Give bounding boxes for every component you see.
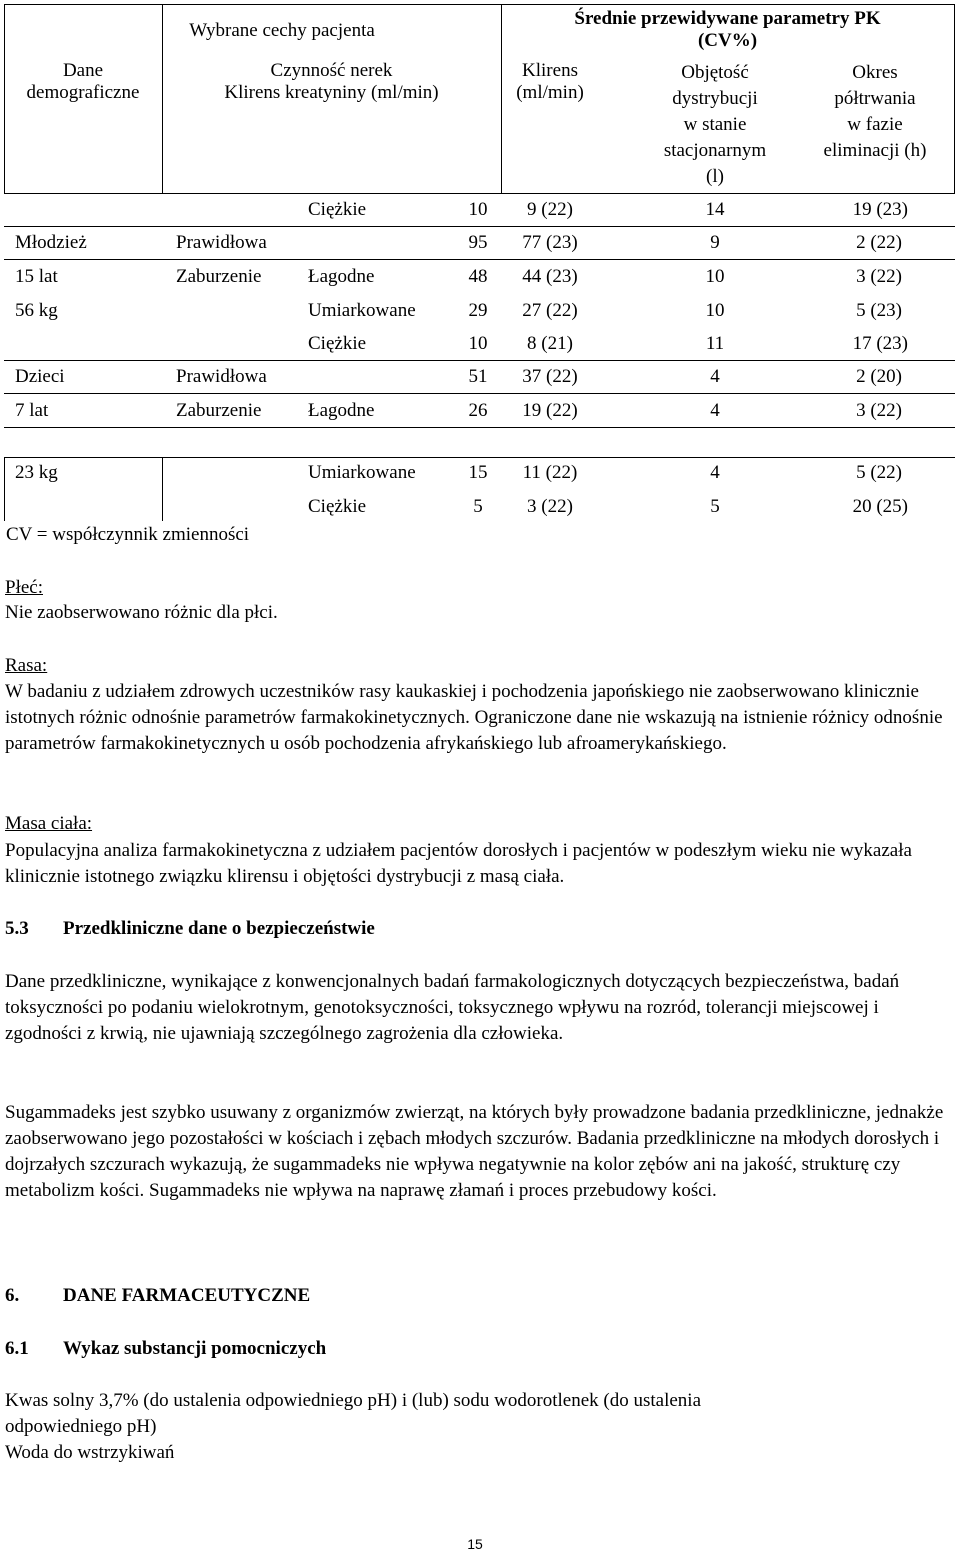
clearance-cell: 19 (22) xyxy=(522,400,578,421)
function-cell: Zaburzenie xyxy=(176,400,262,421)
volume-cell: 14 xyxy=(705,199,725,220)
crcl-cell: 48 xyxy=(468,266,488,287)
clearance-cell: 9 (22) xyxy=(527,199,573,220)
half-life-cell: 5 (22) xyxy=(856,462,902,483)
function-cell: Prawidłowa xyxy=(176,232,267,253)
excipient-line-1: Kwas solny 3,7% (do ustalenia odpowiedniego pH) i (lub) sodu wodorotlenek (do ustalenia xyxy=(5,1390,702,1411)
clearance-cell: 77 (23) xyxy=(522,232,578,253)
half-life-cell: 20 (25) xyxy=(852,496,908,517)
function-cell: Zaburzenie xyxy=(176,266,262,287)
section-5-3-paragraph-1: Dane przedkliniczne, wynikające z konwencjonalnych badań farmakologicznych dotyczących bezpieczeństwa, badań toksyczności po podaniu wielokrotnym, genotoksyczności, toksycznego wpływu na rozród, tolerancji miejscowej i zgodności z krwią, nie ujawniają szczególnego zagrożenia dla człowieka. xyxy=(5,971,900,1044)
section-weight-text: Populacyjna analiza farmakokinetyczna z udziałem pacjentów dorosłych i pacjentów w podeszłym wieku nie wykazała klinicznie istotnego związku klirensu i objętości dystrybucji z masą ciała. xyxy=(5,840,912,887)
half-life-cell: 2 (22) xyxy=(856,232,902,253)
clearance-cell: 3 (22) xyxy=(527,496,573,517)
section-5-3-paragraph-2: Sugammadeks jest szybko usuwany z organizmów zwierząt, na których były prowadzone badania przedkliniczne, jednakże zaobserwowano jego pozostałości w kościach i zębach młodych szczurów. Badania przedkliniczne na młodych dorosłych i dojrzałych szczurach wykazują, że sugammadeks nie wpływa negatywnie na kolor zębów ani na jakość, strukturę czy metabolizm kości. Sugammadeks nie wpływa na naprawę złamań i proces przebudowy kości. xyxy=(5,1102,944,1201)
demographics-cell: 23 kg xyxy=(15,462,58,483)
clearance-cell: 44 (23) xyxy=(522,266,578,287)
header-kidney-function: Czynność nerek Klirens kreatyniny (ml/min) xyxy=(224,60,439,103)
crcl-cell: 10 xyxy=(468,333,488,354)
header-half-life: Okres półtrwania w fazie eliminacji (h) xyxy=(823,62,927,161)
severity-cell: Ciężkie xyxy=(308,333,367,354)
volume-cell: 10 xyxy=(705,266,725,287)
section-sex-text: Nie zaobserwowano różnic dla płci. xyxy=(5,602,278,623)
volume-cell: 5 xyxy=(710,496,720,517)
clearance-cell: 37 (22) xyxy=(522,366,578,387)
header-clearance: Klirens (ml/min) xyxy=(516,60,584,103)
volume-cell: 9 xyxy=(710,232,720,253)
volume-cell: 11 xyxy=(705,333,725,354)
clearance-cell: 8 (21) xyxy=(527,333,573,354)
demographics-cell: 56 kg xyxy=(15,300,58,321)
excipient-line-3: Woda do wstrzykiwań xyxy=(5,1442,175,1463)
clearance-cell: 11 (22) xyxy=(522,462,578,483)
section-weight-title: Masa ciała: xyxy=(5,813,93,834)
demographics-cell: 7 lat xyxy=(15,400,49,421)
section-6-1-number: 6.1 xyxy=(5,1338,29,1359)
demographics-cell: 15 lat xyxy=(15,266,58,287)
section-5-3-title: Przedkliniczne dane o bezpieczeństwie xyxy=(63,918,375,939)
crcl-cell: 15 xyxy=(468,462,488,483)
header-pk-params: Średnie przewidywane parametry PK (CV%) xyxy=(574,8,881,51)
volume-cell: 4 xyxy=(710,400,720,421)
section-race-text: W badaniu z udziałem zdrowych uczestników rasy kaukaskiej i pochodzenia japońskiego nie zaobserwowano klinicznie istotnych różnic odnośnie parametrów farmakokinetycznych. Ograniczone dane nie wskazują na istnienie różnicy odnośnie parametrów farmakokinetycznych u osób pochodzenia afrykańskiego lub afroamerykańskiego. xyxy=(5,681,943,754)
crcl-cell: 95 xyxy=(468,232,488,253)
half-life-cell: 5 (23) xyxy=(856,300,902,321)
clearance-cell: 27 (22) xyxy=(522,300,578,321)
section-sex-title: Płeć: xyxy=(5,577,43,598)
header-patient-features: Wybrane cechy pacjenta xyxy=(189,20,375,41)
crcl-cell: 26 xyxy=(468,400,488,421)
severity-cell: Ciężkie xyxy=(308,199,367,220)
excipient-line-2: odpowiedniego pH) xyxy=(5,1416,157,1437)
volume-cell: 10 xyxy=(705,300,725,321)
header-volume: Objętość dystrybucji w stanie stacjonarnym (l) xyxy=(663,62,767,187)
section-6-title: DANE FARMACEUTYCZNE xyxy=(63,1285,311,1306)
volume-cell: 4 xyxy=(710,366,720,387)
demographics-cell: Dzieci xyxy=(15,366,65,387)
severity-cell: Łagodne xyxy=(308,266,375,287)
severity-cell: Umiarkowane xyxy=(308,462,416,483)
section-race-title: Rasa: xyxy=(5,655,48,676)
crcl-cell: 10 xyxy=(468,199,488,220)
page-number: 15 xyxy=(467,1536,483,1552)
half-life-cell: 3 (22) xyxy=(856,266,902,287)
demographics-cell: Młodzież xyxy=(15,232,87,253)
function-cell: Prawidłowa xyxy=(176,366,267,387)
half-life-cell: 2 (20) xyxy=(856,366,902,387)
crcl-cell: 29 xyxy=(468,300,488,321)
section-5-3-number: 5.3 xyxy=(5,918,29,939)
crcl-cell: 5 xyxy=(473,496,483,517)
half-life-cell: 3 (22) xyxy=(856,400,902,421)
severity-cell: Umiarkowane xyxy=(308,300,416,321)
severity-cell: Ciężkie xyxy=(308,496,367,517)
volume-cell: 4 xyxy=(710,462,720,483)
half-life-cell: 19 (23) xyxy=(852,199,908,220)
crcl-cell: 51 xyxy=(468,366,488,387)
half-life-cell: 17 (23) xyxy=(852,333,908,354)
section-6-number: 6. xyxy=(5,1285,20,1306)
severity-cell: Łagodne xyxy=(308,400,375,421)
table-footnote: CV = współczynnik zmienności xyxy=(6,524,250,545)
section-6-1-title: Wykaz substancji pomocniczych xyxy=(63,1338,327,1359)
header-demographics: Dane demograficzne xyxy=(26,60,140,103)
